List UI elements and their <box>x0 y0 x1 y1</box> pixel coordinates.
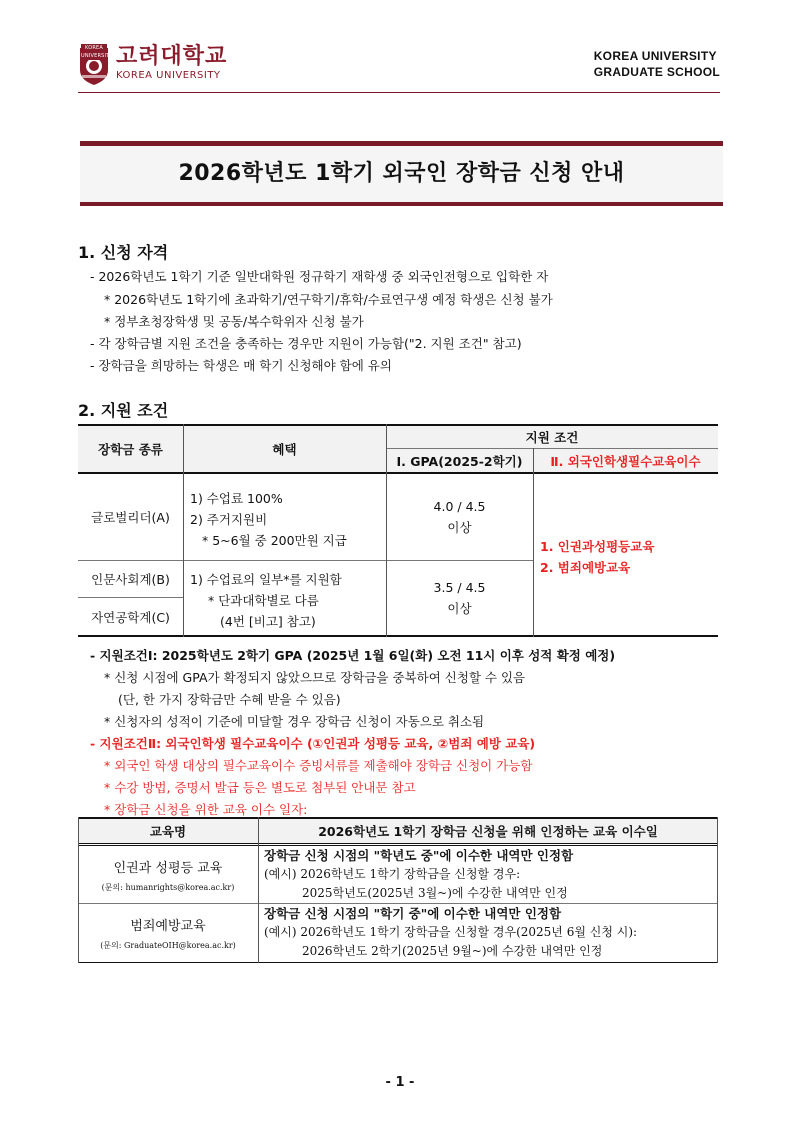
row1-gpa <box>386 474 533 560</box>
row-type-science: 자연공학계(C) <box>91 609 170 625</box>
edu-example: (예시) 2026학년도 1학기 장학금을 신청할 경우: <box>264 867 521 881</box>
gpa-value: 3.5 / 4.5 <box>433 580 486 595</box>
benefit-line: * 5~6월 중 200만원 지급 <box>202 533 347 548</box>
note-line: * 수강 방법, 증명서 발급 등은 별도로 첨부된 안내문 참고 <box>104 780 416 795</box>
benefit-line: 1) 수업료의 일부*를 지원함 <box>190 572 342 587</box>
header-right <box>594 48 720 80</box>
title-band-bottom-rule <box>80 202 723 206</box>
col-header-gpa: Ⅰ. GPA(2025-2학기) <box>396 453 523 469</box>
edu-example: 2025학년도(2025년 3월~)에 수강한 내역만 인정 <box>302 886 568 900</box>
section1-line: * 2026학년도 1학기에 초과학기/연구학기/휴학/수료연구생 예정 학생은 신청 불가 <box>104 292 553 307</box>
edu-contact: (문의: humanrights@korea.ac.kr) <box>101 882 235 892</box>
edu-row-crime-prevention-period <box>264 904 637 961</box>
education-item: 1. 인권과성평등교육 <box>540 539 655 554</box>
header-school: GRADUATE SCHOOL <box>593 65 720 79</box>
crest-text: KOREA UNIVERSITY <box>81 45 113 59</box>
col-header-benefit: 혜택 <box>272 442 297 457</box>
logo-english: KOREA UNIVERSITY <box>116 70 221 81</box>
university-logo <box>78 44 228 88</box>
edu-name: 범죄예방교육 <box>130 919 206 934</box>
benefit-line: * 단과대학별로 다름 <box>208 593 319 608</box>
support-conditions-table <box>78 424 718 637</box>
edu-name: 인권과 성평등 교육 <box>113 860 223 876</box>
education-item: 2. 범죄예방교육 <box>540 560 631 575</box>
note-condition2: - 지원조건Ⅱ: 외국인학생 필수교육이수 (①인권과 성평등 교육, ②범죄 예방 교육) <box>90 736 536 751</box>
edu-rule: 장학금 신청 시점의 "학년도 중"에 이수한 내역만 인정함 <box>264 848 574 863</box>
note-line: (단, 한 가지 장학금만 수혜 받을 수 있음) <box>118 692 341 707</box>
edu-row-human-rights-period <box>264 846 573 903</box>
page-title: 2026학년도 1학기 외국인 장학금 신청 안내 <box>178 161 625 186</box>
note-line: * 외국인 학생 대상의 필수교육이수 증빙서류를 제출해야 장학금 신청이 가능함 <box>104 758 533 773</box>
gpa-suffix: 이상 <box>447 601 472 616</box>
header-divider <box>78 92 720 93</box>
section1-line: - 2026학년도 1학기 기준 일반대학원 정규학기 재학생 중 외국인전형으로 입학한 자 <box>90 269 549 284</box>
section1-heading: 1. 신청 자격 <box>78 243 169 262</box>
col-header-education: Ⅱ. 외국인학생필수교육이수 <box>550 453 701 469</box>
col-header-edu-period: 2026학년도 1학기 장학금 신청을 위해 인정하는 교육 이수일 <box>318 824 658 839</box>
col-header-type: 장학금 종류 <box>98 442 163 457</box>
edu-example: (예시) 2026학년도 1학기 장학금을 신청할 경우(2025년 6월 신청 시): <box>264 925 638 939</box>
gpa-value: 4.0 / 4.5 <box>433 499 486 514</box>
col-header-conditions: 지원 조건 <box>525 430 579 445</box>
benefit-line: 1) 수업료 100% <box>190 491 283 506</box>
note-condition1: - 지원조건Ⅰ: 2025학년도 2학기 GPA (2025년 1월 6일(화) 오전 11시 이후 성적 확정 예정) <box>90 648 616 663</box>
row-type-global-leader: 글로벌리더(A) <box>91 510 170 525</box>
edu-rule: 장학금 신청 시점의 "학기 중"에 이수한 내역만 인정함 <box>264 906 562 921</box>
edu-example: 2026학년도 2학기(2025년 9월~)에 수강한 내역만 인정 <box>302 944 603 958</box>
row23-gpa <box>386 561 533 635</box>
edu-row-crime-prevention <box>78 904 258 962</box>
section2-heading: 2. 지원 조건 <box>78 401 169 420</box>
section1-line: - 장학금을 희망하는 학생은 매 학기 신청해야 함에 유의 <box>90 358 392 373</box>
education-period-table <box>78 817 718 963</box>
section1-line: - 각 장학금별 지원 조건을 충족하는 경우만 지원이 가능함("2. 지원 조건" 참고) <box>90 336 522 351</box>
row-type-humanities: 인문사회계(B) <box>91 572 170 587</box>
logo-korean: 고려대학교 <box>116 44 228 69</box>
benefit-line: (4번 [비고] 참고) <box>220 614 316 629</box>
edu-contact: (문의: GraduateOIH@korea.ac.kr) <box>100 941 236 950</box>
title-band-top-rule <box>80 141 723 146</box>
note-line: * 신청자의 성적이 기준에 미달할 경우 장학금 신청이 자동으로 취소됨 <box>104 714 485 729</box>
section1-line: * 정부초청장학생 및 공동/복수학위자 신청 불가 <box>104 314 364 329</box>
benefit-line: 2) 주거지원비 <box>190 512 268 527</box>
page-number: - 1 - <box>385 1075 415 1090</box>
note-line: * 신청 시점에 GPA가 확정되지 않았으므로 장학금을 중복하여 신청할 수 있음 <box>104 670 526 685</box>
header-university: KOREA UNIVERSITY <box>593 49 717 63</box>
education-requirement <box>540 536 654 578</box>
row1-benefit <box>190 488 347 551</box>
col-header-edu-name: 교육명 <box>149 824 187 839</box>
gpa-suffix: 이상 <box>447 520 472 535</box>
edu-row-human-rights <box>78 846 258 903</box>
note-line: * 장학금 신청을 위한 교육 이수 일자: <box>104 802 308 817</box>
row23-benefit <box>190 569 342 632</box>
